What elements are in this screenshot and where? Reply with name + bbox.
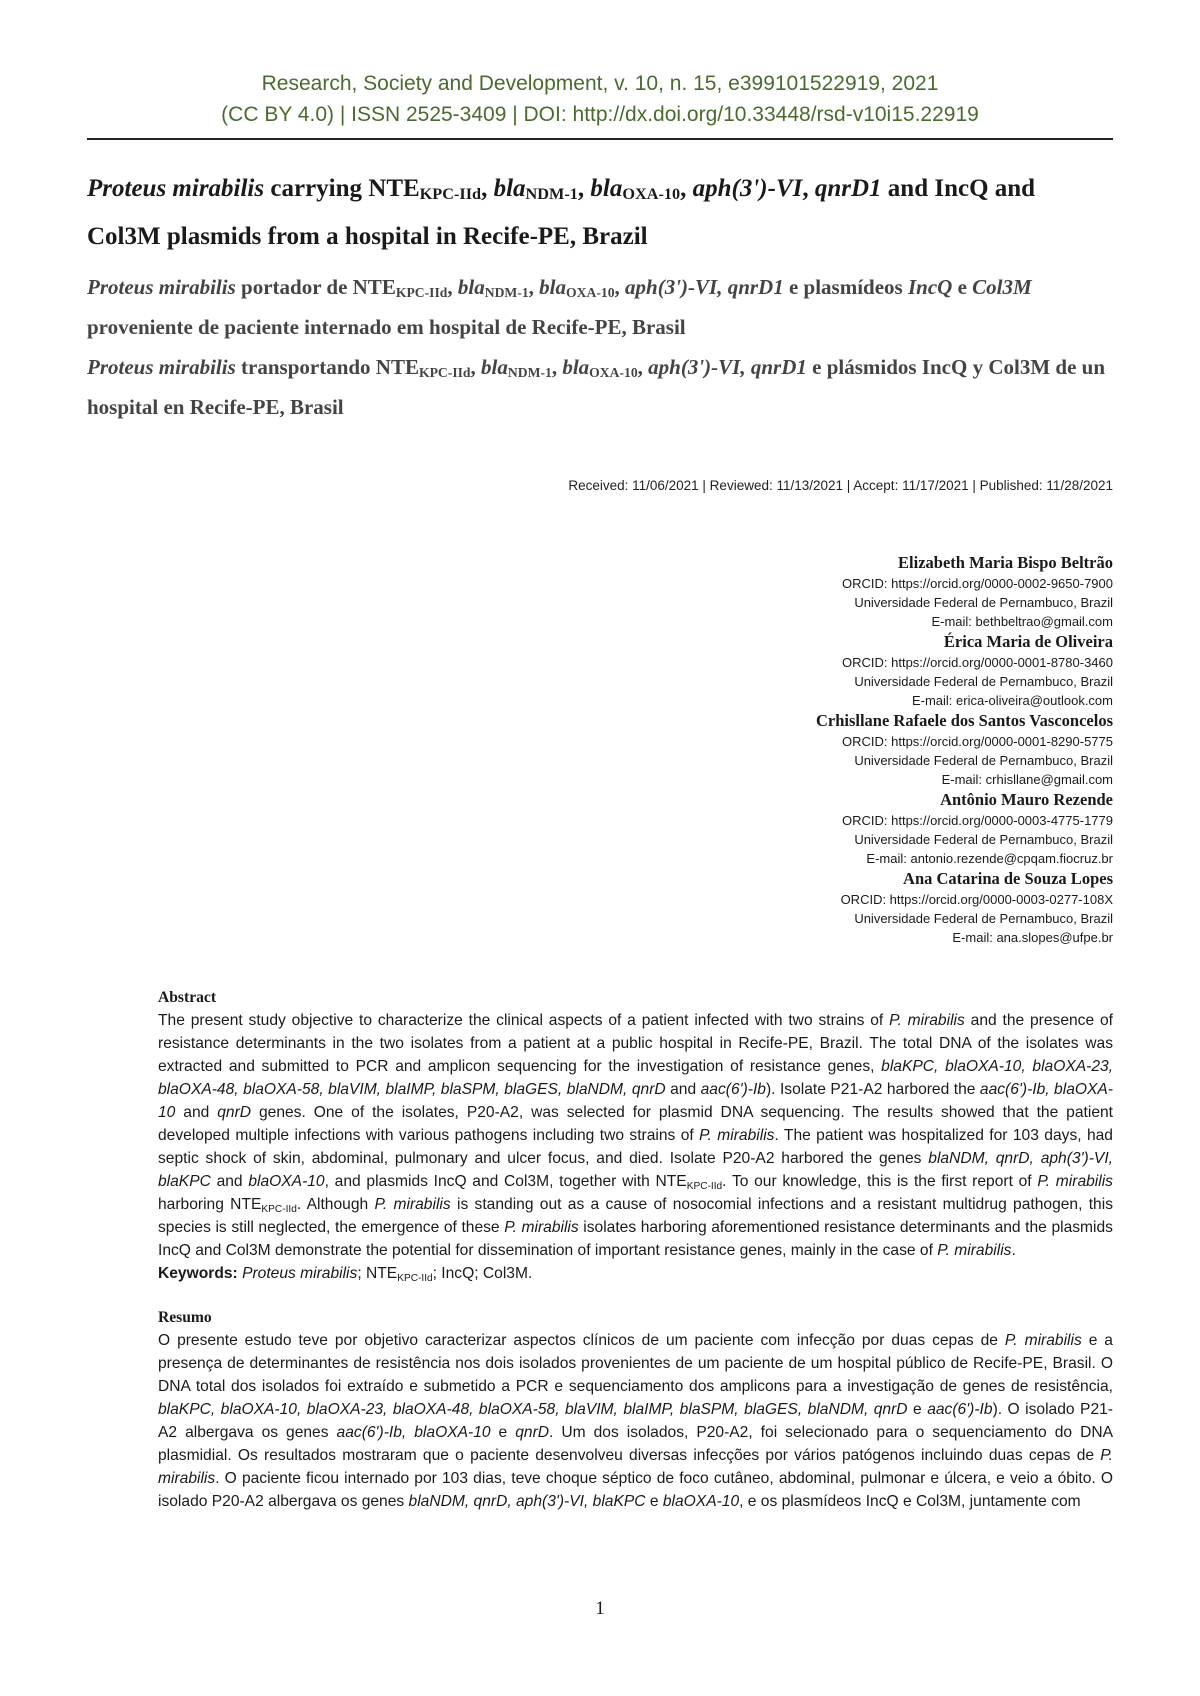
abstract-section [158, 986, 1113, 1513]
journal-citation: Research, Society and Development, v. 10, n. 15, e399101522919, 2021 [261, 72, 939, 95]
header-divider [87, 138, 1113, 140]
author-entry [413, 868, 1113, 947]
author-orcid-link[interactable]: ORCID: https://orcid.org/0000-0002-9650-7900 [842, 576, 1113, 591]
author-entry [413, 552, 1113, 631]
author-orcid-link[interactable]: ORCID: https://orcid.org/0000-0001-8780-3460 [842, 655, 1113, 670]
publication-dates: Received: 11/06/2021 | Reviewed: 11/13/2021 | Accept: 11/17/2021 | Published: 11/28/2021 [568, 478, 1113, 493]
author-affiliation: Universidade Federal de Pernambuco, Brazil [854, 753, 1113, 768]
author-orcid-link[interactable]: ORCID: https://orcid.org/0000-0001-8290-5775 [842, 734, 1113, 749]
author-orcid-link[interactable]: ORCID: https://orcid.org/0000-0003-4775-1779 [842, 813, 1113, 828]
page-number: 1 [595, 1598, 605, 1619]
resumo-section [158, 1306, 1113, 1513]
abstract-body: The present study objective to characterize the clinical aspects of a patient infected with two strains of P. mirabilis and the presence of resistance determinants in the two isolates from a patient at a public hospital in Recife-PE, Brazil. The total DNA of the isolates was extracted and submitted to PCR and amplicon sequencing for the investigation of resistance genes, blaKPC, blaOXA-10, blaOXA-23, blaOXA-48, blaOXA-58, blaVIM, blaIMP, blaSPM, blaGES, blaNDM, qnrD and aac(6')-Ib). Isolate P21-A2 harbored the aac(6')-Ib, blaOXA-10 and qnrD genes. One of the isolates, P20-A2, was selected for plasmid DNA sequencing. The results showed that the patient developed multiple infections with various pathogens including two strains of P. mirabilis. The patient was hospitalized for 103 days, had septic shock of skin, abdominal, pulmonary and ulcer focus, and died. Isolate P20-A2 harbored the genes blaNDM, qnrD, aph(3')-VI, blaKPC and blaOXA-10, and plasmids IncQ and Col3M, together with $NTE_{KPC-IId}$. To our knowledge, this is the first report of P. mirabilis harboring $NTE_{KPC-IId}$. Although P. mirabilis is standing out as a cause of nosocomial infections and a resistant multidrug pathogen, this species is still neglected, the emergence of these P. mirabilis isolates harboring aforementioned resistance determinants and the plasmids IncQ and Col3M demonstrate the potential for dissemination of important resistance genes, mainly in the case of P. mirabilis. [158, 1012, 1114, 1259]
author-name: Crhisllane Rafaele dos Santos Vasconcelos [815, 711, 1113, 730]
author-affiliation: Universidade Federal de Pernambuco, Brazil [854, 595, 1113, 610]
author-affiliation: Universidade Federal de Pernambuco, Brazil [854, 911, 1113, 926]
abstract-heading: Abstract [158, 989, 217, 1006]
author-email[interactable]: E-mail: bethbeltrao@gmail.com [931, 614, 1113, 629]
journal-header [87, 68, 1113, 130]
author-entry [413, 710, 1113, 789]
title-english: Proteus mirabilis carrying $NTE_{KPC-IId}$, bla$_{NDM-1}$, bla$_{OXA-10}$, aph(3')-VI, qnrD1 and IncQ and Col3M plasmids from a hospital in Recife-PE, Brazil [87, 175, 1036, 250]
author-name: Érica Maria de Oliveira [943, 632, 1113, 651]
author-name: Elizabeth Maria Bispo Beltrão [898, 553, 1113, 572]
author-entry [413, 631, 1113, 710]
author-email[interactable]: E-mail: erica-oliveira@outlook.com [911, 693, 1113, 708]
resumo-heading: Resumo [158, 1309, 212, 1326]
titles-block [87, 165, 1113, 427]
author-affiliation: Universidade Federal de Pernambuco, Brazil [854, 832, 1113, 847]
resumo-body: O presente estudo teve por objetivo caracterizar aspectos clínicos de um paciente com infecção por duas cepas de P. mirabilis e a presença de determinantes de resistência nos dois isolados provenientes de um paciente de um hospital público de Recife-PE, Brasil. O DNA total dos isolados foi extraído e submetido a PCR e sequenciamento dos amplicons para a investigação de genes de resistência, blaKPC, blaOXA-10, blaOXA-23, blaOXA-48, blaOXA-58, blaVIM, blaIMP, blaSPM, blaGES, blaNDM, qnrD e aac(6')-Ib). O isolado P21-A2 albergava os genes aac(6')-Ib, blaOXA-10 e qnrD. Um dos isolados, P20-A2, foi selecionado para o sequenciamento do DNA plasmidial. Os resultados mostraram que o paciente desenvolveu diversas infecções por vários patógenos incluindo duas cepas de P. mirabilis. O paciente ficou internado por 103 dias, teve choque séptico de foco cutâneo, abdominal, pulmonar e úlcera, e veio a óbito. O isolado P20-A2 albergava os genes blaNDM, qnrD, aph(3')-VI, blaKPC e blaOXA-10, e os plasmídeos IncQ e Col3M, juntamente com [158, 1332, 1113, 1510]
authors-block [413, 552, 1113, 947]
title-spanish: Proteus mirabilis transportando $NTE_{KPC-IId}$, bla$_{NDM-1}$, bla$_{OXA-10}$, aph(3')-VI, qnrD1 e plásmidos IncQ y Col3M de un hospital en Recife-PE, Brasil [87, 355, 1105, 419]
author-name: Antônio Mauro Rezende [940, 790, 1113, 809]
author-email[interactable]: E-mail: ana.slopes@ufpe.br [952, 930, 1113, 945]
journal-license-issn-doi: (CC BY 4.0) | ISSN 2525-3409 | DOI: http://dx.doi.org/10.33448/rsd-v10i15.22919 [221, 103, 979, 126]
author-entry [413, 789, 1113, 868]
keywords: Keywords: Proteus mirabilis; $NTE_{KPC-IId}$; IncQ; Col3M. [158, 1265, 533, 1284]
author-orcid-link[interactable]: ORCID: https://orcid.org/0000-0003-0277-108X [840, 892, 1113, 907]
author-name: Ana Catarina de Souza Lopes [903, 869, 1113, 888]
author-affiliation: Universidade Federal de Pernambuco, Brazil [854, 674, 1113, 689]
author-email[interactable]: E-mail: crhisllane@gmail.com [941, 772, 1113, 787]
author-email[interactable]: E-mail: antonio.rezende@cpqam.fiocruz.br [866, 851, 1113, 866]
title-portuguese: Proteus mirabilis portador de $NTE_{KPC-IId}$, bla$_{NDM-1}$, bla$_{OXA-10}$, aph(3')-VI, qnrD1 e plasmídeos IncQ e Col3M proveniente de paciente internado em hospital de Recife-PE, Brasil [87, 275, 1032, 339]
